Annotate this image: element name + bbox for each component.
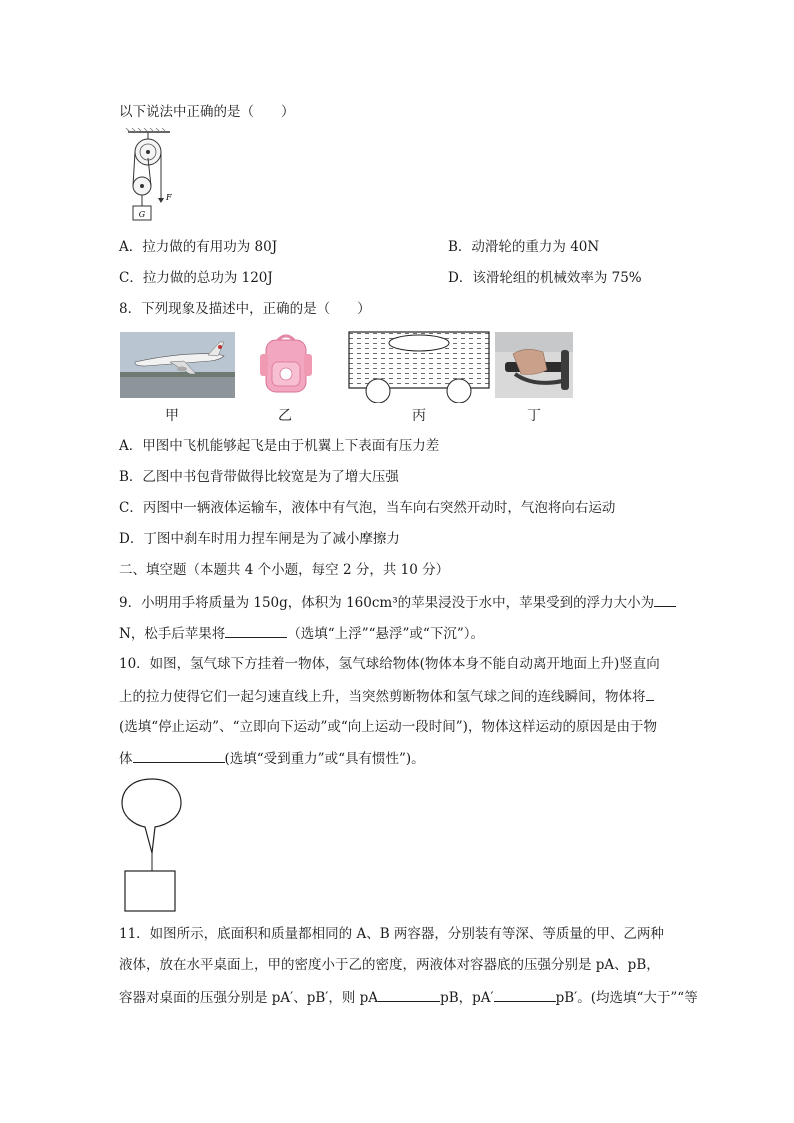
q10-blank-1[interactable] xyxy=(646,686,654,701)
q9-line2-text: N，松手后苹果将 xyxy=(119,626,226,642)
caption-ding: 丁 xyxy=(527,408,541,424)
q10-line2 xyxy=(119,686,654,707)
caption-jia: 甲 xyxy=(165,408,179,424)
q10-line4 xyxy=(119,748,425,769)
caption-yi: 乙 xyxy=(278,408,292,424)
q9-line1 xyxy=(119,592,676,613)
q7-option-c: C．拉力做的总功为 120J xyxy=(119,270,273,286)
q9-blank-2[interactable] xyxy=(225,623,287,638)
q7-option-d: D．该滑轮组的机械效率为 75% xyxy=(448,270,642,286)
q10-line3: (选填“停止运动”、“立即向下运动”或“向上运动一段时间”)，物体这样运动的原因是由于物 xyxy=(119,719,657,735)
q10-line2-text: 上的拉力使得它们一起匀速直线上升，当突然剪断物体和氢气球之间的连线瞬间，物体将 xyxy=(119,689,646,705)
section-heading: 二、填空题（本题共 4 个小题，每空 2 分，共 10 分） xyxy=(119,562,450,578)
q11-blank-1[interactable] xyxy=(378,987,440,1002)
q11-line3 xyxy=(119,987,698,1008)
q7-stem: 以下说法中正确的是（ ） xyxy=(119,104,295,120)
airplane-photo xyxy=(120,332,235,402)
q8-option-c: C．丙图中一辆液体运输车，液体中有气泡，当车向右突然开动时，气泡将向右运动 xyxy=(119,500,616,516)
q9-line2 xyxy=(119,623,484,644)
q10-line4-text: 体 xyxy=(119,751,133,767)
balloon-figure xyxy=(119,775,185,919)
q7-option-b: B．动滑轮的重力为 40N xyxy=(448,239,600,255)
q11-line3-tail: pB′。(均选填“大于”“等 xyxy=(555,990,698,1006)
q11-line2: 液体，放在水平桌面上，甲的密度小于乙的密度，两液体对容器底的压强分别是 pA、pB， xyxy=(119,957,660,973)
q9-line1-text: 9．小明用手将质量为 150g，体积为 160cm³的苹果浸没于水中，苹果受到的浮力大小为 xyxy=(119,595,655,611)
q11-line3-mid: pB，pA′ xyxy=(440,990,494,1006)
q8-option-d: D．丁图中刹车时用力捏车闸是为了减小摩擦力 xyxy=(119,531,400,547)
backpack-photo xyxy=(258,332,314,402)
q11-line1: 11．如图所示，底面积和质量都相同的 A、B 两容器，分别装有等深、等质量的甲、乙两种 xyxy=(119,926,664,942)
q8-option-a: A．甲图中飞机能够起飞是由于机翼上下表面有压力差 xyxy=(119,438,440,454)
q10-blank-2[interactable] xyxy=(133,748,225,763)
q8-stem: 8．下列现象及描述中，正确的是（ ） xyxy=(119,301,371,317)
q9-line2-tail: （选填“上浮”“悬浮”或“下沉”）。 xyxy=(287,626,484,642)
q11-line3-text: 容器对桌面的压强分别是 pA′、pB′，则 pA xyxy=(119,990,379,1006)
q11-blank-2[interactable] xyxy=(494,987,556,1002)
q10-line4-tail: (选填“受到重力”或“具有惯性”)。 xyxy=(224,751,425,767)
q8-option-b: B．乙图中书包背带做得比较宽是为了增大压强 xyxy=(119,469,399,485)
weight-label: G xyxy=(138,210,146,219)
bike-brake-photo xyxy=(495,332,573,402)
pulley-figure xyxy=(120,128,190,228)
caption-bing: 丙 xyxy=(412,408,426,424)
q10-line1: 10．如图，氢气球下方挂着一物体，氢气球给物体(物体本身不能自动离开地面上升)竖直向 xyxy=(119,656,660,672)
q7-option-a: A．拉力做的有用功为 80J xyxy=(119,239,278,255)
liquid-truck-figure xyxy=(348,331,490,407)
force-label: F xyxy=(166,193,172,202)
q9-blank-1[interactable] xyxy=(654,592,676,607)
